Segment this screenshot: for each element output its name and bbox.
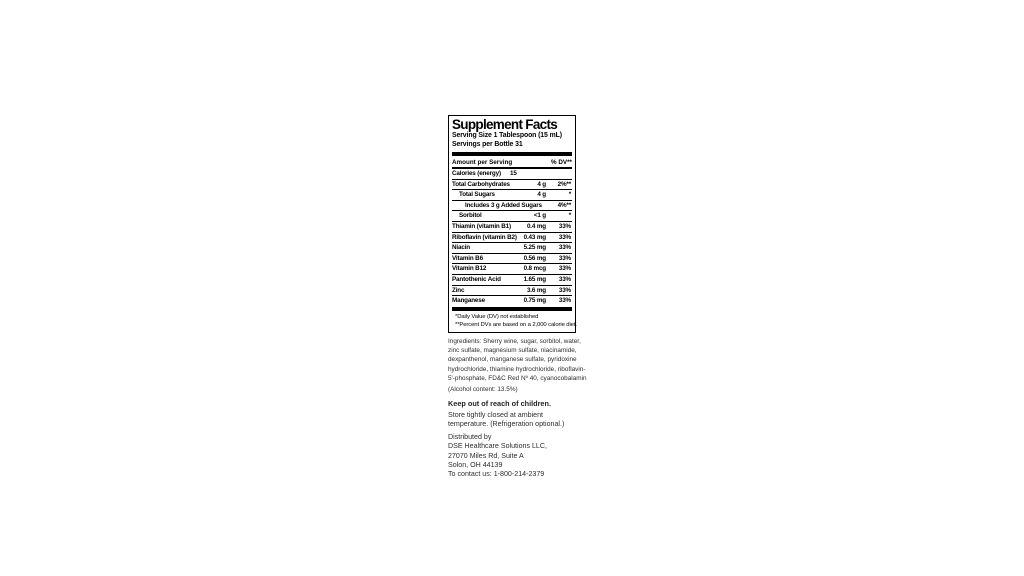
distributor-block [448, 433, 576, 479]
ingredients-paragraph [448, 337, 587, 383]
nutrient-amount: 0.75 mg [523, 297, 546, 305]
nutrient-name: Includes 3 g Added Sugars [465, 201, 542, 209]
servings-per-bottle-text: Servings per Bottle 31 [452, 140, 523, 148]
nutrient-name: Calories (energy) [452, 170, 501, 178]
storage-line: temperature. (Refrigeration optional.) [448, 419, 565, 428]
storage-line: Store tightly closed at ambient [448, 410, 544, 419]
ingredients-line: hydrochloride, thiamine hydrochloride, riboflavin- [448, 365, 586, 373]
nutrient-name: Vitamin B12 [452, 265, 487, 273]
ingredients-line: zinc sulfate, magnesium sulfate, niacinamide, [448, 347, 577, 355]
serving-size-text: Serving Size 1 Tablespoon (15 mL) [452, 132, 562, 139]
nutrient-dv: 33% [558, 233, 571, 241]
table-row [452, 253, 572, 264]
nutrient-amount: 0.43 mg [523, 233, 546, 241]
nutrient-dv: 33% [558, 223, 571, 231]
table-row [452, 242, 572, 253]
table-row [452, 169, 572, 179]
nutrient-name: Sorbitol [459, 212, 482, 220]
table-row [452, 189, 572, 200]
nutrient-amount: 15 [510, 170, 517, 178]
table-row [452, 232, 572, 243]
nutrient-amount: 1.65 mg [523, 276, 546, 284]
nutrient-amount: <1 g [533, 212, 546, 220]
nutrient-dv: 33% [558, 244, 571, 252]
distributor-line: Distributed by [448, 433, 492, 442]
below-box-text [448, 337, 587, 480]
nutrient-name: Zinc [452, 286, 465, 294]
nutrient-amount: 0.56 mg [523, 254, 546, 262]
table-row [452, 295, 572, 306]
storage-instructions [448, 411, 576, 430]
nutrient-dv: 33% [558, 254, 571, 262]
table-row [452, 285, 572, 296]
table-row [452, 179, 572, 190]
facts-table [452, 169, 572, 306]
footnote-line: **Percent DVs are based on a 2,000 calorie diet. [455, 322, 577, 329]
footnote-line: *Daily Value (DV) not established [455, 314, 539, 321]
nutrient-name: Pantothenic Acid [452, 276, 501, 284]
ingredients-line: 5'-phosphate, FD&C Red Nº 40, cyanocobalamin [448, 374, 587, 382]
distributor-line: Solon, OH 44139 [448, 461, 503, 470]
facts-footnotes [452, 313, 577, 330]
nutrient-dv: 33% [558, 265, 571, 273]
ingredients-line: Ingredients: Sherry wine, sugar, sorbitol, water, [448, 337, 581, 345]
nutrient-dv: 33% [558, 297, 571, 305]
distributor-line: To contact us: 1-800-214-2379 [448, 470, 545, 479]
nutrient-dv: 4%** [557, 201, 571, 209]
table-row [452, 274, 572, 285]
nutrient-dv: 2%** [557, 180, 571, 188]
divider-thick-bottom [452, 307, 572, 312]
nutrient-name: Thiamin (vitamin B1) [452, 223, 511, 231]
nutrient-amount: 4 g [537, 191, 546, 199]
nutrient-name: Manganese [452, 297, 485, 305]
nutrient-name: Vitamin B6 [452, 254, 483, 262]
table-row [452, 221, 572, 232]
label-column [448, 115, 587, 480]
distributor-line: 27070 Miles Rd, Suite A [448, 451, 524, 460]
table-row [452, 263, 572, 274]
nutrient-amount: 0.8 mcg [523, 265, 546, 273]
nutrient-dv: * [568, 191, 571, 199]
nutrient-dv: 33% [558, 276, 571, 284]
nutrient-amount: 5.25 mg [523, 244, 546, 252]
keep-out-of-reach-warning: Keep out of reach of children. [448, 399, 551, 409]
nutrient-dv: * [568, 212, 571, 220]
supplement-facts-title: Supplement Facts [452, 117, 558, 132]
table-row [452, 210, 572, 221]
nutrient-dv: 33% [558, 286, 571, 294]
supplement-facts-panel [448, 115, 576, 333]
nutrient-name: Total Carbohydrates [452, 180, 510, 188]
percent-dv-header: % DV** [551, 158, 572, 166]
nutrient-name: Niacin [452, 244, 470, 252]
distributor-line: DSE Healthcare Solutions LLC, [448, 442, 547, 451]
nutrient-amount: 3.6 mg [526, 286, 546, 294]
divider-thick-top [452, 152, 572, 157]
nutrient-name: Total Sugars [459, 191, 495, 199]
ingredients-line: dexpanthenol, manganese sulfate, pyridoxine [448, 356, 577, 364]
facts-column-header [452, 158, 572, 167]
nutrient-name: Riboflavin (vitamin B2) [452, 233, 517, 241]
table-row [452, 200, 572, 211]
nutrient-amount: 0.4 mg [526, 223, 546, 231]
alcohol-content-text: (Alcohol content: 13.5%) [448, 385, 518, 393]
amount-per-serving-header: Amount per Serving [452, 158, 513, 166]
nutrient-amount: 4 g [537, 180, 546, 188]
